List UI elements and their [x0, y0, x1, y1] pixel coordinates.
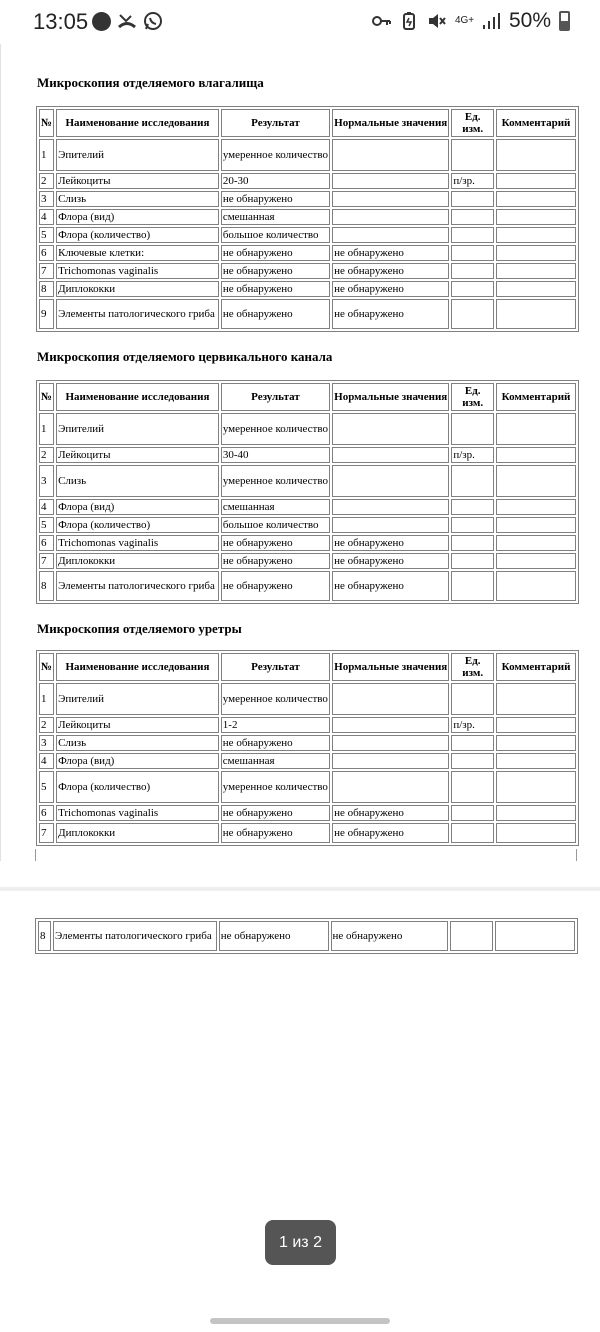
notification-icons [92, 11, 163, 31]
cell-result: умеренное количество [221, 465, 330, 497]
cell-norm [332, 227, 449, 243]
cell-name: Диплококки [56, 553, 219, 569]
cell-norm [332, 209, 449, 225]
cell-unit [451, 805, 494, 821]
cell-unit [451, 139, 494, 171]
cell-comment [496, 413, 576, 445]
cell-norm [332, 173, 449, 189]
cell-name: Флора (вид) [56, 209, 219, 225]
table-header-row [39, 109, 576, 137]
cell-result: не обнаружено [221, 299, 330, 329]
cell-comment [496, 535, 576, 551]
cell-result: не обнаружено [221, 245, 330, 261]
cell-unit [451, 299, 494, 329]
cell-comment [496, 447, 576, 463]
cell-num: 6 [39, 805, 54, 821]
cell-result: не обнаружено [221, 571, 330, 601]
cell-comment [496, 717, 576, 733]
cell-comment [496, 517, 576, 533]
table-row [39, 413, 576, 445]
cell-name: Элементы патологического гриба [53, 921, 217, 951]
table-row [39, 245, 576, 261]
table-row [39, 717, 576, 733]
table-row [39, 299, 576, 329]
mute-icon [427, 11, 447, 31]
table-row [39, 517, 576, 533]
cell-result: умеренное количество [221, 683, 330, 715]
cell-num: 5 [39, 227, 54, 243]
cell-comment [496, 465, 576, 497]
cell-norm: не обнаружено [332, 263, 449, 279]
cell-comment [496, 553, 576, 569]
table-row [39, 823, 576, 843]
cell-num: 5 [39, 517, 54, 533]
cell-num: 2 [39, 173, 54, 189]
cell-unit: п/зр. [451, 447, 494, 463]
cell-comment [496, 571, 576, 601]
cell-result: большое количество [221, 517, 330, 533]
cell-name: Флора (количество) [56, 771, 219, 803]
table-row [39, 173, 576, 189]
cell-comment [496, 227, 576, 243]
cell-unit [451, 413, 494, 445]
cell-norm [332, 465, 449, 497]
cell-num: 6 [39, 535, 54, 551]
header-result: Результат [221, 383, 330, 411]
results-table-urethra-continued [35, 918, 578, 954]
cell-unit [451, 535, 494, 551]
header-name: Наименование исследования [56, 383, 219, 411]
cell-name: Лейкоциты [56, 447, 219, 463]
cell-unit [451, 823, 494, 843]
cell-name: Диплококки [56, 281, 219, 297]
cell-norm [332, 191, 449, 207]
cell-name: Флора (вид) [56, 499, 219, 515]
record-dot-icon [92, 12, 111, 31]
cell-name: Ключевые клетки: [56, 245, 219, 261]
cell-num: 8 [38, 921, 51, 951]
cell-unit [451, 771, 494, 803]
cell-num: 1 [39, 413, 54, 445]
cell-result: 30-40 [221, 447, 330, 463]
header-result: Результат [221, 653, 330, 681]
cell-comment [496, 299, 576, 329]
cell-unit [451, 245, 494, 261]
cell-unit [451, 517, 494, 533]
table-row [39, 771, 576, 803]
cell-num: 1 [39, 139, 54, 171]
cell-unit [451, 683, 494, 715]
network-type-label: 4G+ [454, 15, 475, 26]
cell-norm: не обнаружено [332, 805, 449, 821]
cell-name: Флора (вид) [56, 753, 219, 769]
cell-norm [332, 413, 449, 445]
cell-norm [332, 499, 449, 515]
table-row [39, 735, 576, 751]
cell-norm [332, 771, 449, 803]
cell-norm [332, 517, 449, 533]
header-num: № [39, 383, 54, 411]
header-unit: Ед. изм. [451, 383, 494, 411]
page-indicator: 1 из 2 [265, 1220, 336, 1265]
cell-unit [451, 553, 494, 569]
cell-name: Слизь [56, 191, 219, 207]
cell-name: Слизь [56, 735, 219, 751]
cell-unit: п/зр. [451, 173, 494, 189]
cell-norm: не обнаружено [332, 553, 449, 569]
header-name: Наименование исследования [56, 653, 219, 681]
cell-comment [496, 139, 576, 171]
home-gesture-bar[interactable] [210, 1318, 390, 1324]
cell-comment [496, 683, 576, 715]
cell-norm [332, 735, 449, 751]
section-title-cervical: Микроскопия отделяемого цервикального канала [37, 349, 333, 364]
cell-comment [496, 245, 576, 261]
status-bar [0, 0, 600, 44]
key-icon [371, 11, 391, 31]
table-row [39, 191, 576, 207]
cell-num: 9 [39, 299, 54, 329]
cell-name: Элементы патологического гриба [56, 571, 219, 601]
cell-name: Эпителий [56, 683, 219, 715]
cell-comment [496, 263, 576, 279]
cell-unit [451, 227, 494, 243]
cell-result: смешанная [221, 209, 330, 225]
cell-norm: не обнаружено [332, 281, 449, 297]
cell-result: не обнаружено [221, 823, 330, 843]
cell-norm [332, 753, 449, 769]
table-header-row [39, 383, 576, 411]
cell-norm [332, 683, 449, 715]
page-separator [0, 861, 600, 891]
table-row [39, 139, 576, 171]
missed-call-icon [117, 11, 137, 31]
cell-name: Флора (количество) [56, 517, 219, 533]
system-icons [371, 9, 570, 33]
table-row [39, 535, 576, 551]
signal-bars-icon [481, 11, 501, 31]
cell-result: не обнаружено [219, 921, 329, 951]
cell-unit [451, 209, 494, 225]
cell-result: смешанная [221, 499, 330, 515]
cell-result: не обнаружено [221, 535, 330, 551]
header-norm: Нормальные значения [332, 383, 449, 411]
cell-num: 4 [39, 499, 54, 515]
header-comment: Комментарий [496, 109, 576, 137]
cell-unit [451, 281, 494, 297]
cell-name: Диплококки [56, 823, 219, 843]
status-time: 13:05 [33, 9, 89, 34]
table-row [39, 465, 576, 497]
cell-result: не обнаружено [221, 553, 330, 569]
cell-norm [332, 139, 449, 171]
cell-comment [496, 173, 576, 189]
table-row [39, 753, 576, 769]
cell-num: 3 [39, 465, 54, 497]
cell-norm [332, 717, 449, 733]
table-row [39, 683, 576, 715]
cell-result: 1-2 [221, 717, 330, 733]
table-continuation-line [576, 849, 577, 861]
table-row [39, 447, 576, 463]
cell-norm: не обнаружено [331, 921, 449, 951]
table-row [39, 553, 576, 569]
cell-result: большое количество [221, 227, 330, 243]
cell-result: смешанная [221, 753, 330, 769]
table-row [39, 805, 576, 821]
cell-norm: не обнаружено [332, 245, 449, 261]
cell-name: Trichomonas vaginalis [56, 535, 219, 551]
cell-comment [496, 805, 576, 821]
cell-num: 8 [39, 281, 54, 297]
header-comment: Комментарий [496, 383, 576, 411]
cell-result: умеренное количество [221, 771, 330, 803]
cell-num: 6 [39, 245, 54, 261]
section-title-urethra: Микроскопия отделяемого уретры [37, 621, 242, 636]
cell-result: 20-30 [221, 173, 330, 189]
table-row [39, 209, 576, 225]
cell-num: 2 [39, 447, 54, 463]
cell-comment [496, 209, 576, 225]
cell-name: Флора (количество) [56, 227, 219, 243]
table-row [39, 263, 576, 279]
cell-unit: п/зр. [451, 717, 494, 733]
table-continuation-line [35, 849, 36, 861]
section-title-vagina: Микроскопия отделяемого влагалища [37, 75, 264, 90]
cell-result: не обнаружено [221, 735, 330, 751]
cell-norm: не обнаружено [332, 535, 449, 551]
cell-name: Эпителий [56, 413, 219, 445]
cell-num: 1 [39, 683, 54, 715]
cell-unit [451, 263, 494, 279]
cell-num: 4 [39, 209, 54, 225]
cell-num: 4 [39, 753, 54, 769]
cell-unit [451, 499, 494, 515]
cell-num: 3 [39, 191, 54, 207]
cell-name: Эпителий [56, 139, 219, 171]
table-row [39, 499, 576, 515]
cell-norm: не обнаружено [332, 823, 449, 843]
cell-num: 8 [39, 571, 54, 601]
cell-result: не обнаружено [221, 281, 330, 297]
cell-norm [332, 447, 449, 463]
table-header-row [39, 653, 576, 681]
cell-unit [451, 191, 494, 207]
header-comment: Комментарий [496, 653, 576, 681]
cell-comment [496, 771, 576, 803]
cell-result: не обнаружено [221, 191, 330, 207]
cell-comment [496, 735, 576, 751]
cell-comment [496, 499, 576, 515]
cell-name: Trichomonas vaginalis [56, 805, 219, 821]
battery-percent: 50% [508, 9, 551, 32]
cell-num: 7 [39, 263, 54, 279]
cell-num: 3 [39, 735, 54, 751]
cell-result: не обнаружено [221, 263, 330, 279]
cell-unit [451, 571, 494, 601]
table-row [39, 571, 576, 601]
whatsapp-icon [143, 11, 163, 31]
cell-comment [496, 281, 576, 297]
cell-name: Лейкоциты [56, 173, 219, 189]
cell-name: Trichomonas vaginalis [56, 263, 219, 279]
cell-unit [450, 921, 493, 951]
header-name: Наименование исследования [56, 109, 219, 137]
header-unit: Ед. изм. [451, 653, 494, 681]
cell-norm: не обнаружено [332, 571, 449, 601]
cell-unit [451, 465, 494, 497]
cell-num: 7 [39, 823, 54, 843]
header-norm: Нормальные значения [332, 653, 449, 681]
cell-name: Элементы патологического гриба [56, 299, 219, 329]
document-page-1 [0, 44, 600, 861]
cell-num: 2 [39, 717, 54, 733]
cell-result: не обнаружено [221, 805, 330, 821]
header-unit: Ед. изм. [451, 109, 494, 137]
header-num: № [39, 653, 54, 681]
saver-battery-icon [399, 11, 419, 31]
header-num: № [39, 109, 54, 137]
cell-comment [496, 753, 576, 769]
cell-num: 7 [39, 553, 54, 569]
cell-comment [495, 921, 575, 951]
results-table-urethra [36, 650, 579, 846]
cell-result: умеренное количество [221, 139, 330, 171]
table-row [38, 921, 575, 951]
header-result: Результат [221, 109, 330, 137]
table-row [39, 281, 576, 297]
cell-comment [496, 823, 576, 843]
table-row [39, 227, 576, 243]
cell-unit [451, 735, 494, 751]
results-table-cervical [36, 380, 579, 604]
results-table-vagina [36, 106, 579, 332]
header-norm: Нормальные значения [332, 109, 449, 137]
cell-norm: не обнаружено [332, 299, 449, 329]
cell-result: умеренное количество [221, 413, 330, 445]
cell-num: 5 [39, 771, 54, 803]
battery-icon [559, 11, 570, 31]
cell-name: Лейкоциты [56, 717, 219, 733]
cell-name: Слизь [56, 465, 219, 497]
cell-comment [496, 191, 576, 207]
cell-unit [451, 753, 494, 769]
